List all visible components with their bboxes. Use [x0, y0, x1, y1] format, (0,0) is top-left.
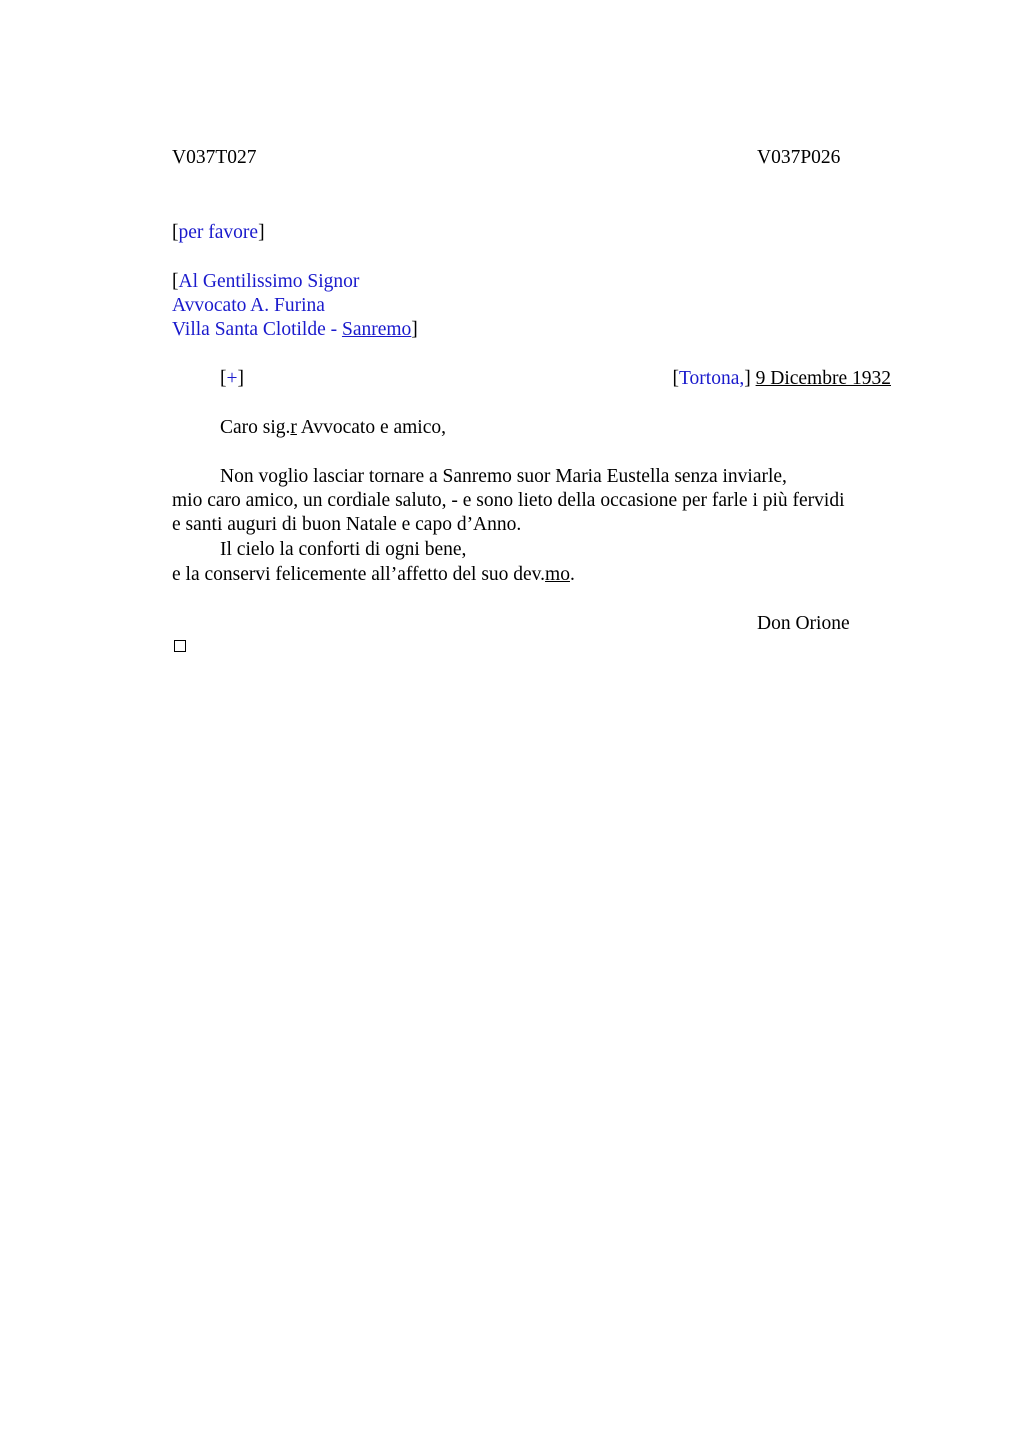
note-text: per favore [178, 222, 259, 243]
dateline-place: Tortona, [678, 368, 745, 389]
dateline [672, 367, 891, 391]
bracket-close: ] [237, 368, 244, 389]
bracket-open: [ [672, 368, 679, 389]
signature: Don Orione [757, 613, 850, 634]
body-line-2: mio caro amico, un cordiale saluto, - e sono lieto della occasione per farle i più fervidi [172, 490, 845, 511]
address-villa: Villa Santa Clotilde - [172, 319, 342, 340]
salutation [220, 416, 446, 440]
address-line-1 [172, 270, 359, 294]
dateline-date: 9 Dicembre 1932 [755, 368, 891, 389]
body-line-5-text: e la conservi felicemente all’affetto del suo dev. [172, 564, 546, 585]
bracket-close: ] [258, 222, 265, 243]
salutation-end: Avvocato e amico, [296, 417, 447, 438]
square-box-icon [174, 640, 186, 652]
bracket-open: [ [172, 222, 179, 243]
body-line-5 [172, 563, 575, 587]
note-line [172, 221, 265, 245]
address-city: Sanremo [341, 319, 412, 340]
bracket-open: [ [220, 368, 227, 389]
salutation-start: Caro sig. [220, 417, 291, 438]
body-line-5-end: . [569, 564, 575, 585]
cross-mark [220, 367, 244, 391]
address-recipient-title: Al Gentilissimo Signor [178, 271, 360, 292]
body-line-5-abbr: mo [545, 564, 570, 585]
header-left-code: V037T027 [172, 147, 257, 168]
body-line-3: e santi auguri di buon Natale e capo d’Anno. [172, 514, 522, 535]
bracket-open: [ [172, 271, 179, 292]
bracket-close: ] [744, 368, 751, 389]
cross-symbol: + [226, 368, 238, 389]
address-line-3 [172, 318, 418, 342]
bracket-close: ] [411, 319, 418, 340]
body-line-1: Non voglio lasciar tornare a Sanremo suor Maria Eustella senza inviarle, [220, 466, 787, 487]
body-line-4: Il cielo la conforti di ogni bene, [220, 539, 467, 560]
address-line-2: Avvocato A. Furina [172, 295, 325, 316]
header-right-code: V037P026 [757, 147, 841, 168]
salutation-abbr: r [290, 417, 297, 438]
